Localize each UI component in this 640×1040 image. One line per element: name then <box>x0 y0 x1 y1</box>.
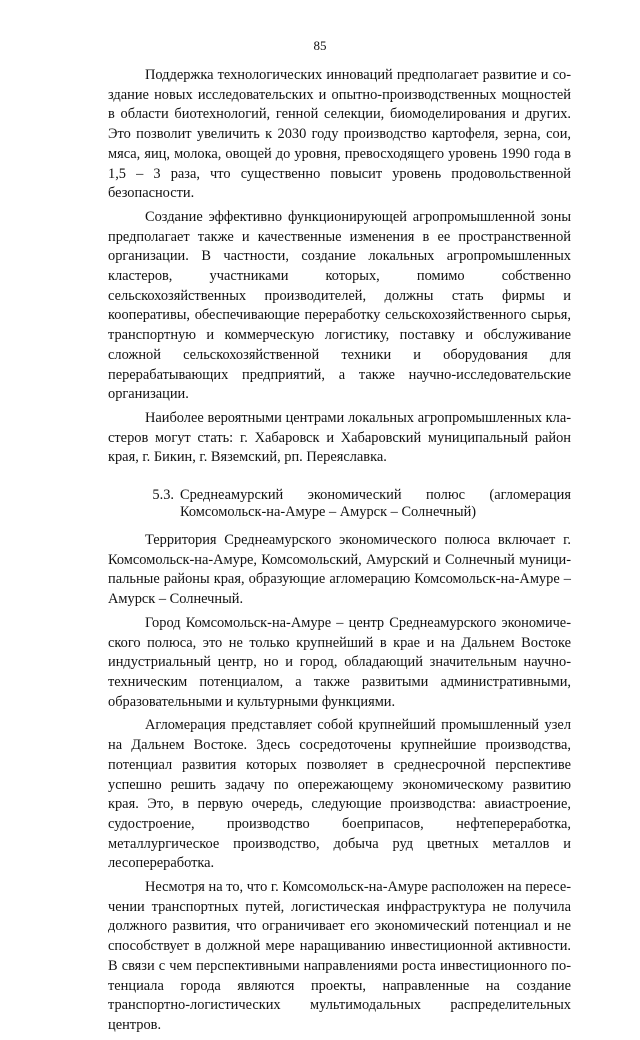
section-heading <box>108 487 571 521</box>
page-number: 85 <box>313 38 327 53</box>
body-text <box>108 66 571 1040</box>
paragraph-agro-zone: Создание эффективно функционирующей агропромышленной зоны предполагает также и качественные изменения в ее пространственной организации. В частности, создание локальных агропромышленных кластеров, участниками которых, помимо собственно сельскохозяйственных производителей, должны стать фирмы и кооперативы, обеспечивающие переработку сельскохозяйственного сырья, транспортную и коммерческую логистику, поставку и обслуживание сложной сельскохозяйственной техники и оборудования для перерабатывающих предприятий, а также научно-исследовательские организации. <box>108 208 571 403</box>
section-title: Среднеамурский экономический полюс (агломерация Комсомольск-на-Амуре – Амурск – Солнечный) <box>180 487 571 521</box>
paragraph-territory: Территория Среднеамурского экономического полюса включает г. Комсомольск-на-Амуре, Комсомольский, Амурский и Солнечный муниципальные районы края, образующие агломерацию Комсомольск-на-Амуре – Амурск – Солнечный. <box>108 532 571 608</box>
paragraph-logistics: Несмотря на то, что г. Комсомольск-на-Амуре расположен на пересечении транспортных путей, логистическая инфраструктура не получила должного развития, что ограничивает его экономический потенциал и не способствует в должной мере наращиванию инвестиционной активности. В связи с чем перспективными направлениями роста инвестиционного потенциала города являются проекты, направленные на создание транспортно-логистических мультимодальных распределительных центров. <box>108 879 571 1033</box>
paragraph-innovation-support: Поддержка технологических инноваций предполагает развитие и создание новых исследовательских и опытно-производственных мощностей в области биотехнологий, генной селекции, биомоделирования и других. Это позволит увеличить к 2030 году производство картофеля, зерна, сои, мяса, яиц, молока, овощей до уровня, превосходящего уровень 1990 года в 1,5 – 3 раза, что существенно повысит уровень продовольственной безопасности. <box>108 67 571 202</box>
paragraph-city-center: Город Комсомольск-на-Амуре – центр Среднеамурского экономического полюса, это не только крупнейший в крае и на Дальнем Востоке индустриальный центр, но и город, обладающий значительным научно-техническим потенциалом, а также развитыми административными, образовательными и культурными функциями. <box>108 614 571 710</box>
paragraph-industrial-node: Агломерация представляет собой крупнейший промышленный узел на Дальнем Востоке. Здесь сосредоточены крупнейшие производства, потенциал развития которых позволяет в среднесрочной перспективе успешно решить задачу по опережающему экономическому развитию края. Это, в первую очередь, следующие производства: авиастроение, судостроение, производство боеприпасов, нефтепереработка, металлургическое производство, добыча руд цветных металлов и лесопереработка. <box>108 717 571 872</box>
section-number: 5.3. <box>152 487 174 504</box>
paragraph-cluster-centers: Наиболее вероятными центрами локальных агропромышленных кластеров могут стать: г. Хабаровск и Хабаровский муниципальный район края, г. Бикин, г. Вяземский, рп. Переяславка. <box>108 409 571 466</box>
